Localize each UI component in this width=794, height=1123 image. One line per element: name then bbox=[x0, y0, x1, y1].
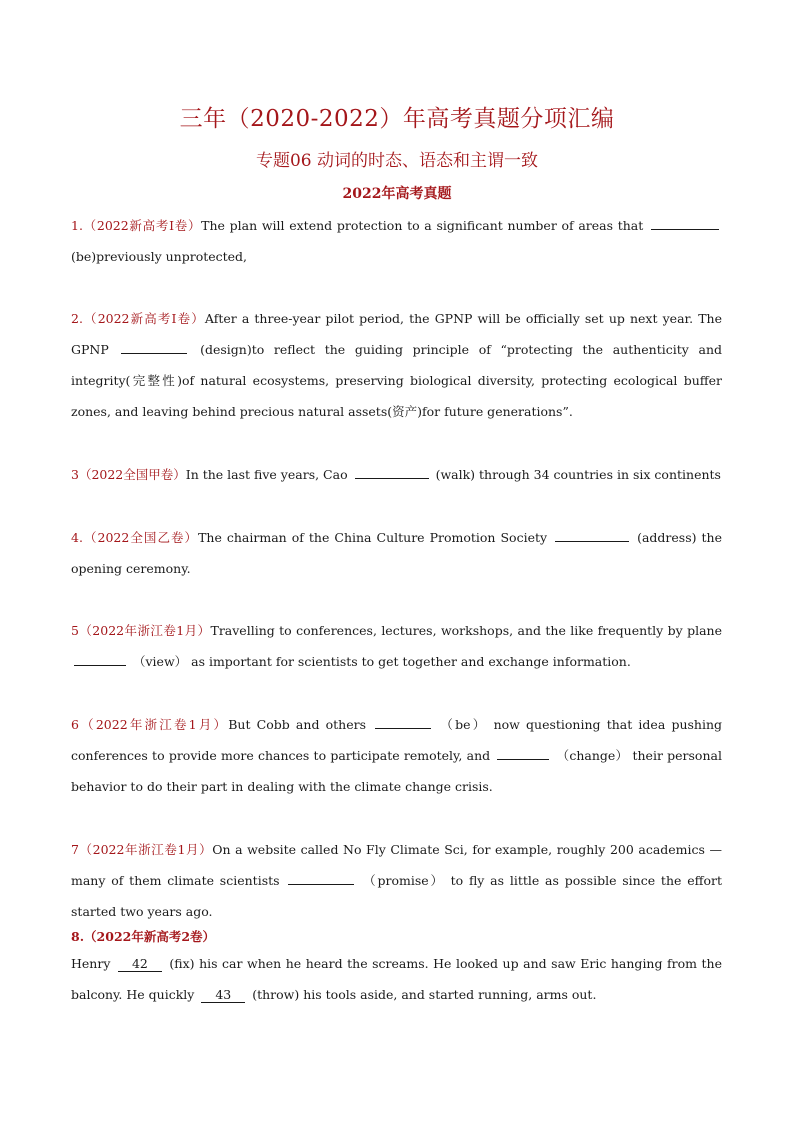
topic-subtitle: 专题06 动词的时态、语态和主谓一致 bbox=[255, 151, 539, 171]
answer-blank[interactable]: 42 bbox=[118, 956, 162, 972]
question-source: 8.（2022年新高考2卷） bbox=[71, 929, 216, 944]
question-text: (design)to reflect the guiding principle of “protecting the authenticity and integrity(完整性)of natural ecosystems, preserving biological diversity, protecting ecological buffer zones, and leaving behind precious natural assets(资产)for future generations”. bbox=[71, 342, 722, 419]
question-text: Travelling to conferences, lectures, workshops, and the like frequently by plane bbox=[210, 623, 722, 638]
answer-blank[interactable] bbox=[651, 215, 719, 230]
question-source: 4.（2022全国乙卷） bbox=[71, 530, 199, 545]
question-text: The chairman of the China Culture Promotion Society bbox=[198, 530, 548, 545]
answer-blank[interactable]: 43 bbox=[201, 987, 245, 1003]
question-text: In the last five years, Cao bbox=[185, 467, 348, 482]
question-text: (walk) through 34 countries in six continents bbox=[435, 467, 721, 482]
question-source: 6（2022年浙江卷1月） bbox=[71, 717, 229, 732]
page-title: 三年（2020-2022）年高考真题分项汇编 bbox=[179, 106, 615, 132]
question-text: （promise） to fly as little as possible since the effort started two years ago. bbox=[71, 873, 723, 919]
question-2 bbox=[71, 303, 722, 427]
question-text: (be)previously unprotected, bbox=[71, 249, 248, 264]
answer-blank[interactable] bbox=[375, 714, 431, 729]
question-6 bbox=[71, 709, 722, 802]
question-source: 2.（2022新高考I卷） bbox=[71, 311, 205, 326]
question-text: After a three-year pilot period, the GPNP will be officially set up next year. The GPNP bbox=[71, 311, 722, 357]
question-text: (fix) his car when he heard the screams. He looked up and saw Eric hanging from the balcony. He quickly bbox=[71, 956, 723, 1002]
question-3 bbox=[71, 459, 722, 490]
question-text: The plan will extend protection to a significant number of areas that bbox=[201, 218, 644, 233]
question-8 bbox=[71, 926, 722, 1010]
question-text: （view） as important for scientists to get together and exchange information. bbox=[132, 654, 631, 669]
question-1 bbox=[71, 210, 722, 272]
question-text: Henry bbox=[71, 956, 111, 971]
answer-blank[interactable] bbox=[121, 339, 187, 354]
question-text: On a website called No Fly Climate Sci, for example, roughly 200 academics —many of them climate scientists bbox=[71, 842, 723, 888]
question-text: （be） now questioning that idea pushing conferences to provide more chances to participate remotely, and bbox=[71, 717, 723, 763]
question-7 bbox=[71, 834, 722, 927]
answer-blank[interactable] bbox=[497, 745, 549, 760]
question-source: 1.（2022新高考I卷） bbox=[71, 218, 202, 233]
question-text: （change） their personal behavior to do their part in dealing with the climate change crisis. bbox=[71, 748, 722, 794]
answer-blank[interactable] bbox=[74, 651, 126, 666]
question-text: (address) the opening ceremony. bbox=[71, 530, 722, 576]
question-text: (throw) his tools aside, and started running, arms out. bbox=[252, 987, 597, 1002]
answer-blank[interactable] bbox=[555, 527, 629, 542]
question-5 bbox=[71, 615, 722, 677]
answer-blank[interactable] bbox=[288, 870, 354, 885]
answer-blank[interactable] bbox=[355, 464, 429, 479]
question-source: 7（2022年浙江卷1月） bbox=[71, 842, 213, 857]
section-heading: 2022年高考真题 bbox=[342, 186, 452, 202]
question-4 bbox=[71, 522, 722, 584]
question-source: 5（2022年浙江卷1月） bbox=[71, 623, 211, 638]
question-text: But Cobb and others bbox=[228, 717, 367, 732]
question-source: 3（2022全国甲卷） bbox=[71, 467, 186, 482]
